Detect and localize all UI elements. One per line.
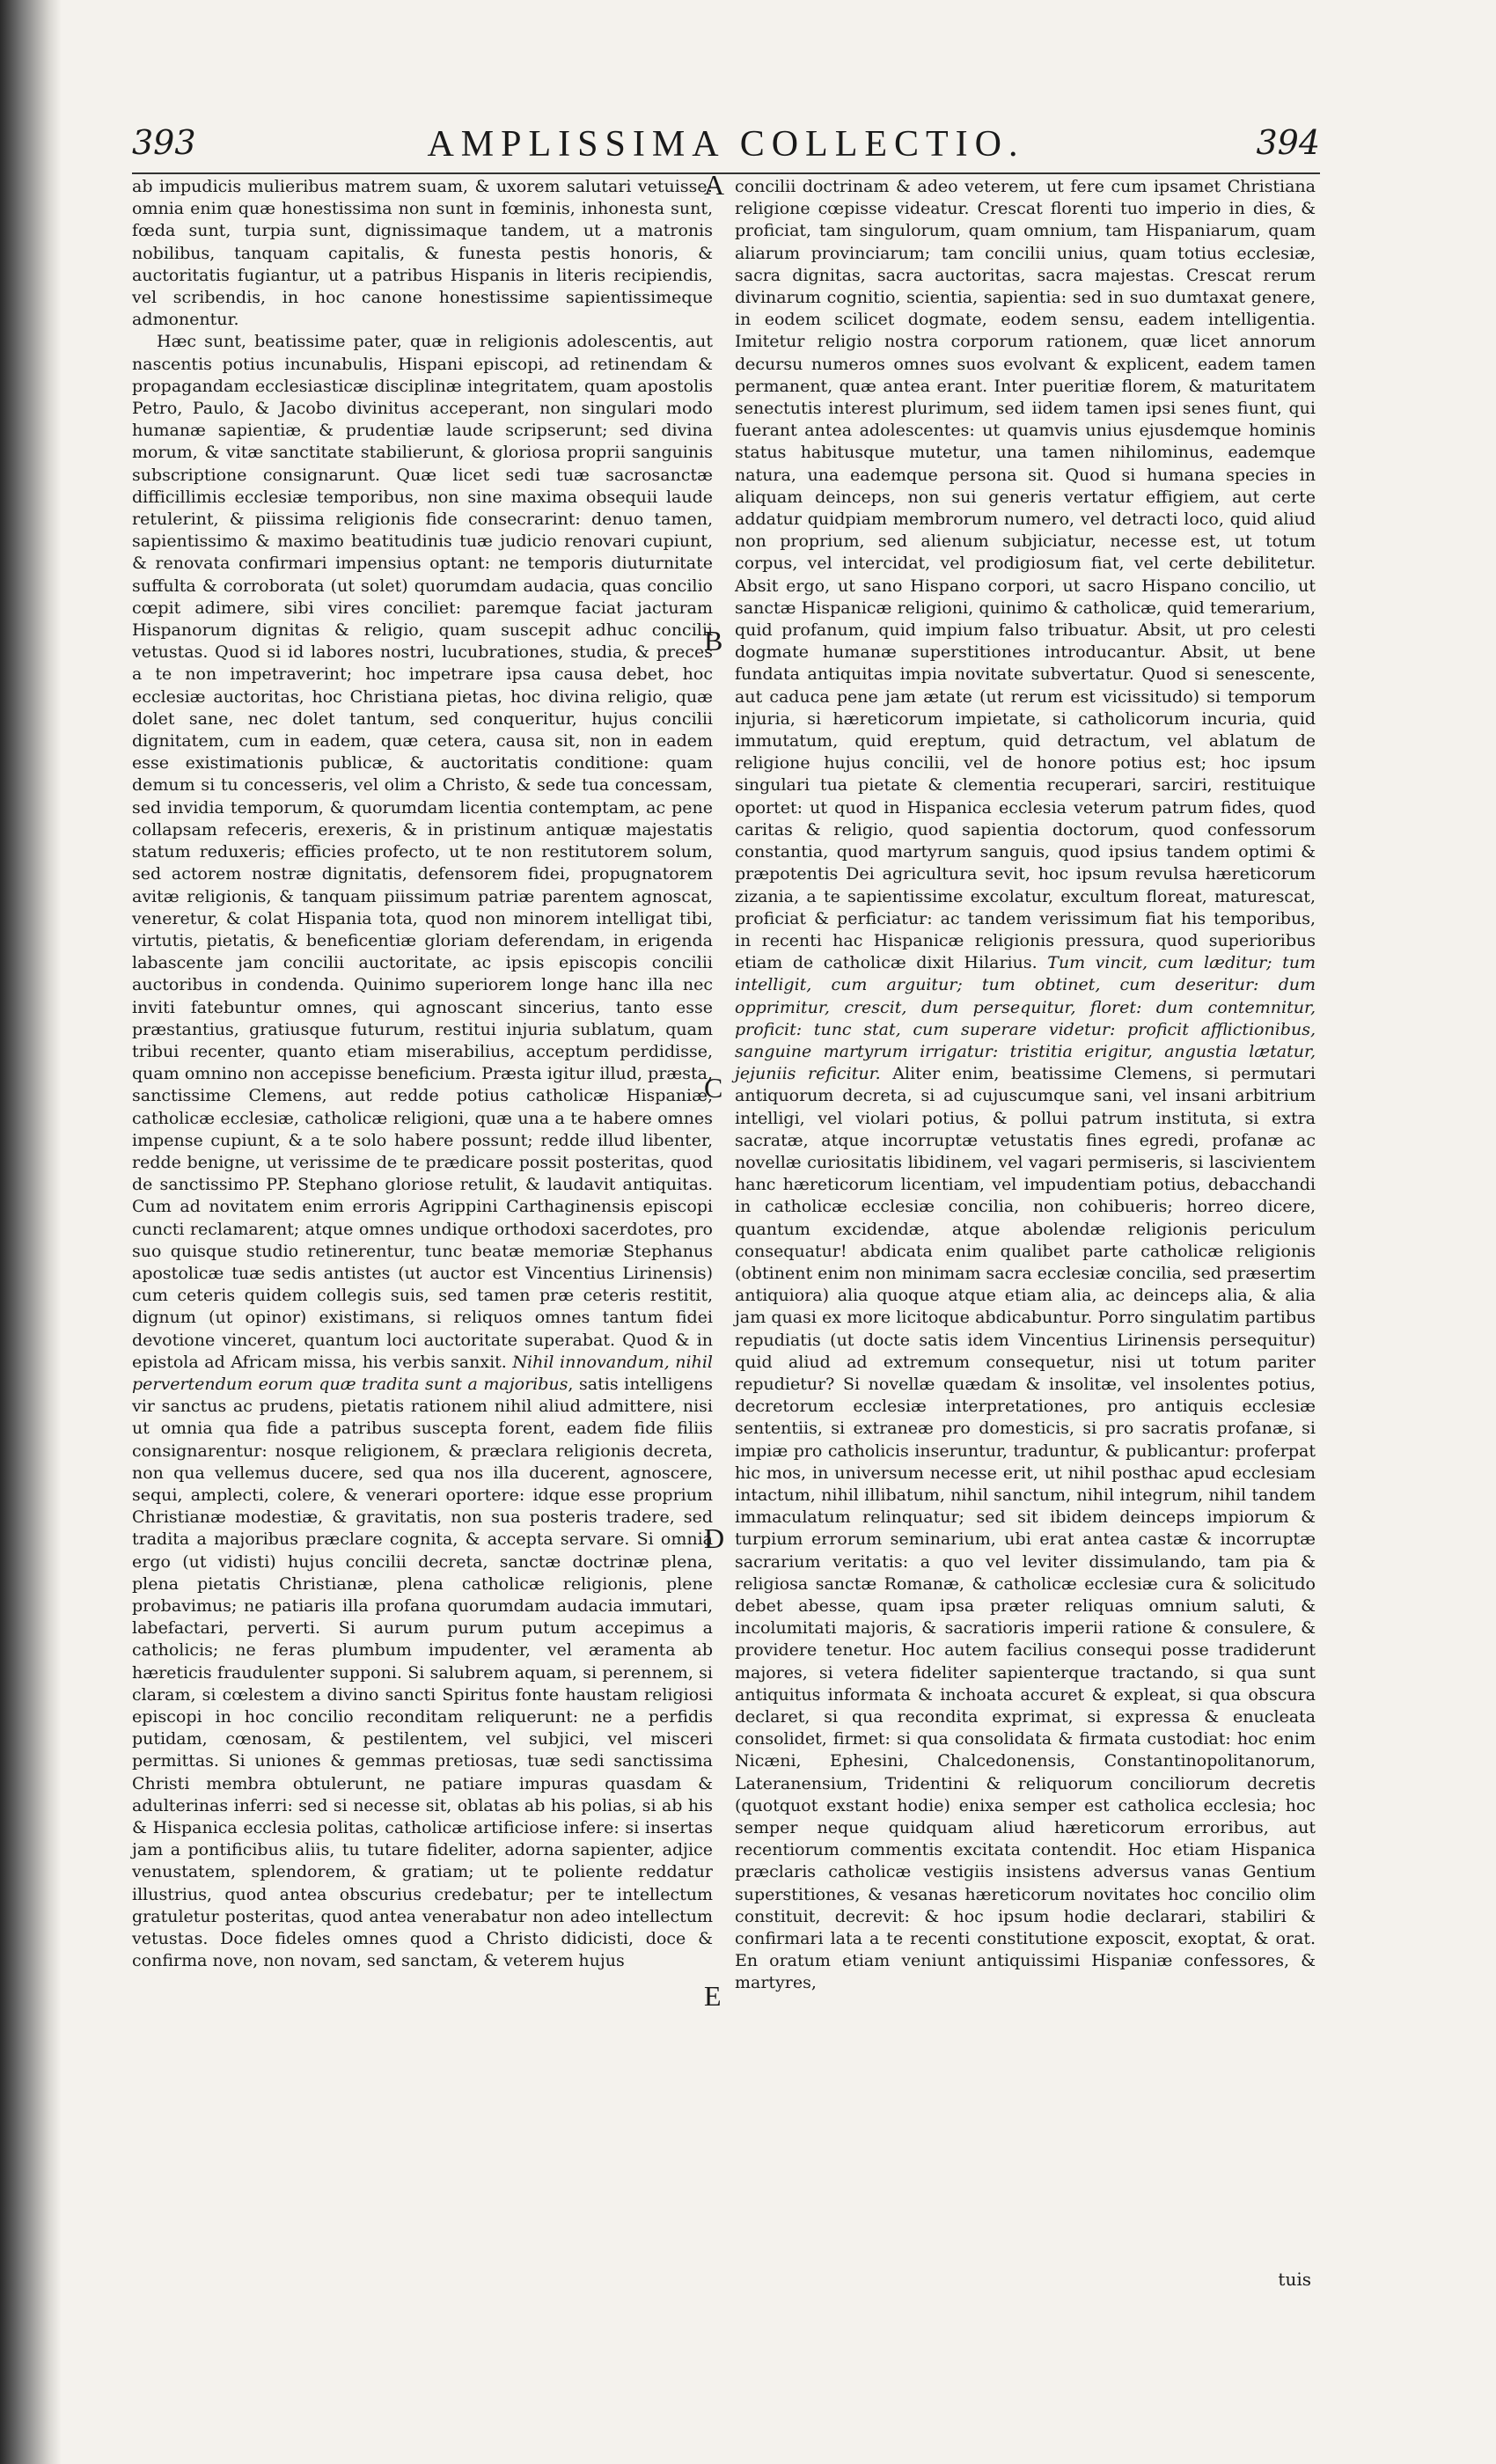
running-title: AMPLISSIMA COLLECTIO. xyxy=(427,124,1025,165)
left-paragraph-2-continued: , satis intelligens vir sanctus ac prudens, pietatis rationem nihil aliud admittere, nisi ut omnia qua fide a patribus suscepta forent, eadem fide filiis consignarentur: nosque religionem, & præclara religionis decreta, non qua vellemus ducere, sed qua nos illa ducerent, agnoscere, sequi, amplecti, colere, & venerari oportere: idque esse proprium Christianæ modestiæ, & gravitatis, non sua posteris tradere, sed tradita a majoribus præclare cognita, & accepta servare. Si omnia ergo (ut vidisti) hujus concilii decreta, sanctæ doctrinæ plena, plena pietatis Christianæ, plena catholicæ religionis, plene probavimus; ne patiaris illa profana quorumdam audacia immutari, labefactari, perverti. Si aurum purum putum accepimus a catholicis; ne feras plumbum impudenter, vel æramenta ab hæreticis fraudulenter supponi. Si salubrem aquam, si perennem, si claram, si cœlestem a divino sancti Spiritus fonte haustam religiosi episcopi in hoc concilio reconditam reliquerunt: ne a perfidis putidam, cœnosam, & pestilentem, vel subjici, vel misceri permittas. Si uniones & gemmas pretiosas, tuæ sedi sanctissima Christi membra obtulerunt, ne patiare impuras quasdam & adulterinas inferri: sed si necesse sit, oblatas ab his polias, si ab his & Hispanica ecclesia politas, catholicæ artificiose infere: si insertas jam a pontificibus aliis, tu tutare fideliter, adorna sapienter, adjice venustatem, splendorem, & gratiam; ut te poliente reddatur illustrius, quod antea obscurius credebatur; per te intellectum gratuletur posteritas, quod antea venerabatur non adeo intellectum vetustas. Doce fideles omnes quod a Christo didicisti, doce & confirma nove, non novam, sed sanctam, & veterem hujus xyxy=(132,1374,713,1971)
left-paragraph-2 xyxy=(132,331,713,1972)
page-header xyxy=(132,123,1320,176)
margin-letter-c: C xyxy=(704,1072,723,1104)
left-paragraph-1: ab impudicis mulieribus matrem suam, & uxorem salutari vetuisse: omnia enim quæ honestissima non sunt in fœminis, inhonesta sunt, fœda sunt, turpia sunt, dignissimaque tandem, ut a matronis nobilibus, tanquam capitalis, & funesta pestis honoris, & auctoritatis fugiantur, ut a patribus Hispanis in literis recipiendis, vel scribendis, in hoc canone honestissime sapientissimeque admonentur. xyxy=(132,177,713,330)
margin-letter-e: E xyxy=(704,1980,722,2012)
margin-letter-b: B xyxy=(704,625,723,656)
right-paragraph-1-continued: Aliter enim, beatissime Clemens, si permutari antiquorum decreta, si ad cujuscumque sani, vel insani arbitrium intelligi, vel violari potius, & pollui patrum instituta, si extra sacratæ, atque incorruptæ vetustatis fines egredi, profanæ ac novellæ curiositatis libidinem, vel vagari permiseris, si lascivientem hanc hæreticorum licentiam, vel impudentiam potius, debacchandi in catholicæ ecclesiæ concilia, non cohibueris; horreo dicere, quantum excidendæ, atque abolendæ religionis periculum consequatur! abdicata enim qualibet parte catholicæ religionis (obtinent enim non minimam sacra ecclesiæ concilia, sed præsertim antiquiora) alia quoque atque etiam alia, ac deinceps alia, & alia jam quasi ex more licitoque abdicabuntur. Porro singulatim partibus repudiatis (ut docte satis idem Vincentius Lirinensis persequitur) quid aliud ad extremum consequetur, nisi ut totum pariter repudietur? Si novellæ quædam & insolitæ, vel insolentes potius, decretorum ecclesiæ interpretationes, pro antiquis ecclesiæ sententiis, si extraneæ pro domesticis, si pro sacratis profanæ, si impiæ pro catholicis inseruntur, traduntur, & publicantur: proferpat hic mos, in universum necesse erit, ut nihil posthac apud ecclesiam intactum, nihil illibatum, nihil sanctum, nihil integrum, nihil tandem immaculatum relinquatur; sed sit ibidem deinceps impiorum & turpium errorum seminarium, ubi erat antea castæ & incorruptæ sacrarium veritatis: a quo vel leviter dissimulando, tam pia & religiosa sanctæ Romanæ, & catholicæ ecclesiæ cura & solicitudo debet abesse, quam ipsa præter reliquas omnium saluti, & incolumitati majoris, & sacratioris imperii ratione & consulere, & providere tenetur. Hoc autem facilius consequi posse tradiderunt majores, si vetera fideliter sapienterque tractando, si qua sunt antiquitus informata & inchoata accuret & expleat, si qua obscura declaret, si qua recondita exprimat, si expressa & enucleata consolidet, firmet: si qua consolidata & firmata custodiat: hoc enim Nicæni, Ephesini, Chalcedonensis, Constantinopolitanorum, Lateranensium, Tridentini & reliquorum conciliorum decretis (quotquot exstant hodie) enixa semper est catholica ecclesia; hoc semper neque quidquam aliud hæreticorum erroribus, aut recentiorum commentis excitata contendit. Hoc etiam Hispanica præclaris catholicæ vestigiis insistens adversus vanas Gentium superstitiones, & vesanas hæreticorum novitates hoc concilio olim constituit, decrevit: & hoc ipsum hodie declarari, stabiliri & confirmari lata a te recenti constitutione exposcit, exoptat, & orat. En oratum etiam veniunt antiquissimi Hispaniæ confessores, & martyres, xyxy=(735,1064,1316,1993)
binding-gutter-shadow xyxy=(0,0,62,2464)
right-quotation: Tum vincit, cum læditur; tum intelligit, cum arguitur; tum obtinet, cum deseritur: dum opprimitur, crescit, dum persequitur, floret: dum contemnitur, proficit: tunc stat, cum superare videtur: proficit afflictionibus, sanguine martyrum irrigatur: tristitia erigitur, angustia lætatur, jejuniis reficitur. xyxy=(735,953,1316,1084)
page-number-left: 393 xyxy=(132,123,196,162)
left-column xyxy=(132,176,713,1972)
right-paragraph-1 xyxy=(735,176,1316,1995)
header-rule xyxy=(132,172,1320,174)
page-number-right: 394 xyxy=(1256,123,1320,162)
right-paragraph-1-text: concilii doctrinam & adeo veterem, ut fere cum ipsamet Christiana religione cœpisse videatur. Crescat florenti tuo imperio in dies, & proficiat, tam singulorum, quam omnium, tam Hispaniarum, quam aliarum provinciarum; tam concilii unius, quam totius ecclesiæ, sacra dignitas, sacra auctoritas, sacra majestas. Crescat rerum divinarum cognitio, scientia, sapientia: sed in suo dumtaxat genere, in eodem scilicet dogmate, eodem sensu, eadem intelligentia. Imitetur religio nostra corporum rationem, quæ licet annorum decursu numeros omnes suos evolvant & explicent, eadem tamen permanent, quæ antea erant. Inter pueritiæ florem, & maturitatem senectutis interest plurimum, sed iidem tamen ipsi senes fiunt, qui fuerant antea adolescentes: ut quamvis unius ejusdemque hominis status habitusque mutetur, una tamen nihilominus, eademque natura, una eademque persona sit. Quod si humana species in aliquam deinceps, non sui generis vertatur effigiem, aut certe addatur quidpiam membrorum numero, vel detracti loco, quid aliud non proprium, sed alienum subjiciatur, necesse est, ut totum corpus, vel intercidat, vel prodigiosum fiat, vel certe debilitetur. Absit ergo, ut sano Hispano corpori, ut sacro Hispano concilio, ut sanctæ Hispanicæ religioni, quinimo & catholicæ, quid temerarium, quid profanum, quid impium falso tribuatur. Absit, ut pro celesti dogmate humanæ superstitiones introducantur. Absit, ut bene fundata antiquitas impia novitate subvertatur. Quod si senescente, aut caduca pene jam ætate (ut rerum est vicissitudo) si temporum injuria, si hæreticorum impietate, si catholicorum incuria, quid immutatum, quid ereptum, quid detractum, vel ablatum de religione hujus concilii, vel de honore potius est; hoc ipsum singulari tua pietate & clementia recuperari, sarciri, restituique oportet: ut quod in Hispanica ecclesia veterum patrum fides, quod caritas & religio, quod sapientia doctorum, quod confessorum constantia, quod martyrum sanguis, quod ipsius tandem optimi & præpotentis Dei agricultura sevit, hoc ipsum revulsa hæreticorum zizania, a te sapientissime excolatur, excultum floreat, maturescat, proficiat & perficiatur: ac tandem verissimum fiat his temporibus, in recenti hac Hispanicæ religionis pressura, quod superioribus etiam de catholicæ dixit Hilarius. xyxy=(735,177,1316,973)
left-quotation: Nihil innovandum, nihil pervertendum eorum quæ tradita sunt a majoribus xyxy=(132,1352,713,1394)
margin-letter-d: D xyxy=(704,1522,725,1554)
margin-letter-a: A xyxy=(704,169,725,201)
right-column xyxy=(735,176,1316,1995)
catchword: tuis xyxy=(1278,2269,1311,2290)
left-paragraph-2-text: Hæc sunt, beatissime pater, quæ in religionis adolescentis, aut nascentis potius incunabulis, Hispani episcopi, ad retinendam & propagandam ecclesiasticæ disciplinæ integritatem, quam apostolis Petro, Paulo, & Jacobo divinitus acceperant, non singulari modo humanæ sapientiæ, & prudentiæ laude scripserunt; sed divina morum, & vitæ sanctitate stabilierunt, & gloriosa proprii sanguinis subscriptione consignarunt. Quæ licet sedi tuæ sacrosanctæ difficillimis ecclesiæ temporibus, non sine maxima obsequii laude retulerint, & piissima religionis fide consecrarint: denuo tamen, sapientissimo & maximo beatitudinis tuæ judicio renovari cupiunt, & renovata confirmari impensius optant: ne temporis diuturnitate suffulta & corroborata (ut solet) quorumdam audacia, quas concilio cœpit adimere, sibi vires conciliet: paremque faciat jacturam Hispanorum dignitas & religio, quam suscepit adhuc concilii vetustas. Quod si id labores nostri, lucubrationes, studia, & preces a te non impetraverint; hoc impetrare ipsa causa debet, hoc ecclesiæ auctoritas, hoc Christiana pietas, hoc divina religio, quæ dolet sane, nec dolet tantum, sed conqueritur, hujus concilii dignitatem, cum in eadem, quæ cetera, causa sit, non in eadem esse existimationis publicæ, & auctoritatis conditione: quam demum si tu concesseris, vel olim a Christo, & sede tua concessam, sed invidia temporum, & quorumdam licentia contemptam, ac pene collapsam refeceris, erexeris, & in pristinum antiquæ majestatis statum reduxeris; efficies profecto, ut te non restitutorem solum, sed actorem nostræ dignitatis, defensorem fidei, propugnatorem avitæ religionis, & tanquam piissimum patriæ parentem agnoscat, veneretur, & colat Hispania tota, quod non minorem intelligat tibi, virtutis, pietatis, & beneficentiæ gloriam deferendam, in erigenda labascente jam concilii auctoritate, ac ipsis episcopis concilii auctoribus in condenda. Quinimo superiorem longe hanc illa nec inviti fatebuntur omnes, qui agnoscant sincerius, tanto esse præstantius, gratiusque futurum, restitui injuria sublatum, quam tribui recenter, quanto etiam miserabilius, acceptum perdidisse, quam omnino non accepisse beneficium. Præsta igitur illud, præsta, sanctissime Clemens, aut redde potius catholicæ Hispaniæ, catholicæ ecclesiæ, catholicæ religioni, quæ una a te habere omnes impense cupiunt, & a te solo habere possunt; redde illud libenter, redde benigne, ut verissime de te prædicare possit posteritas, quod de sanctissimo PP. Stephano gloriose retulit, & laudavit antiquitas. Cum ad novitatem enim erroris Agrippini Carthaginensis episcopi cuncti reclamarent; atque omnes undique orthodoxi sacerdotes, pro suo quisque studio retinerentur, tunc beatæ memoriæ Stephanus apostolicæ tuæ sedis antistes (ut auctor est Vincentius Lirinensis) cum ceteris quidem collegis suis, sed tamen præ ceteris restitit, dignum (ut opinor) existimans, si reliquos omnes tantum fidei devotione vinceret, quantum loci auctoritate superabat. Quod & in epistola ad Africam missa, his verbis sanxit. xyxy=(132,332,713,1372)
